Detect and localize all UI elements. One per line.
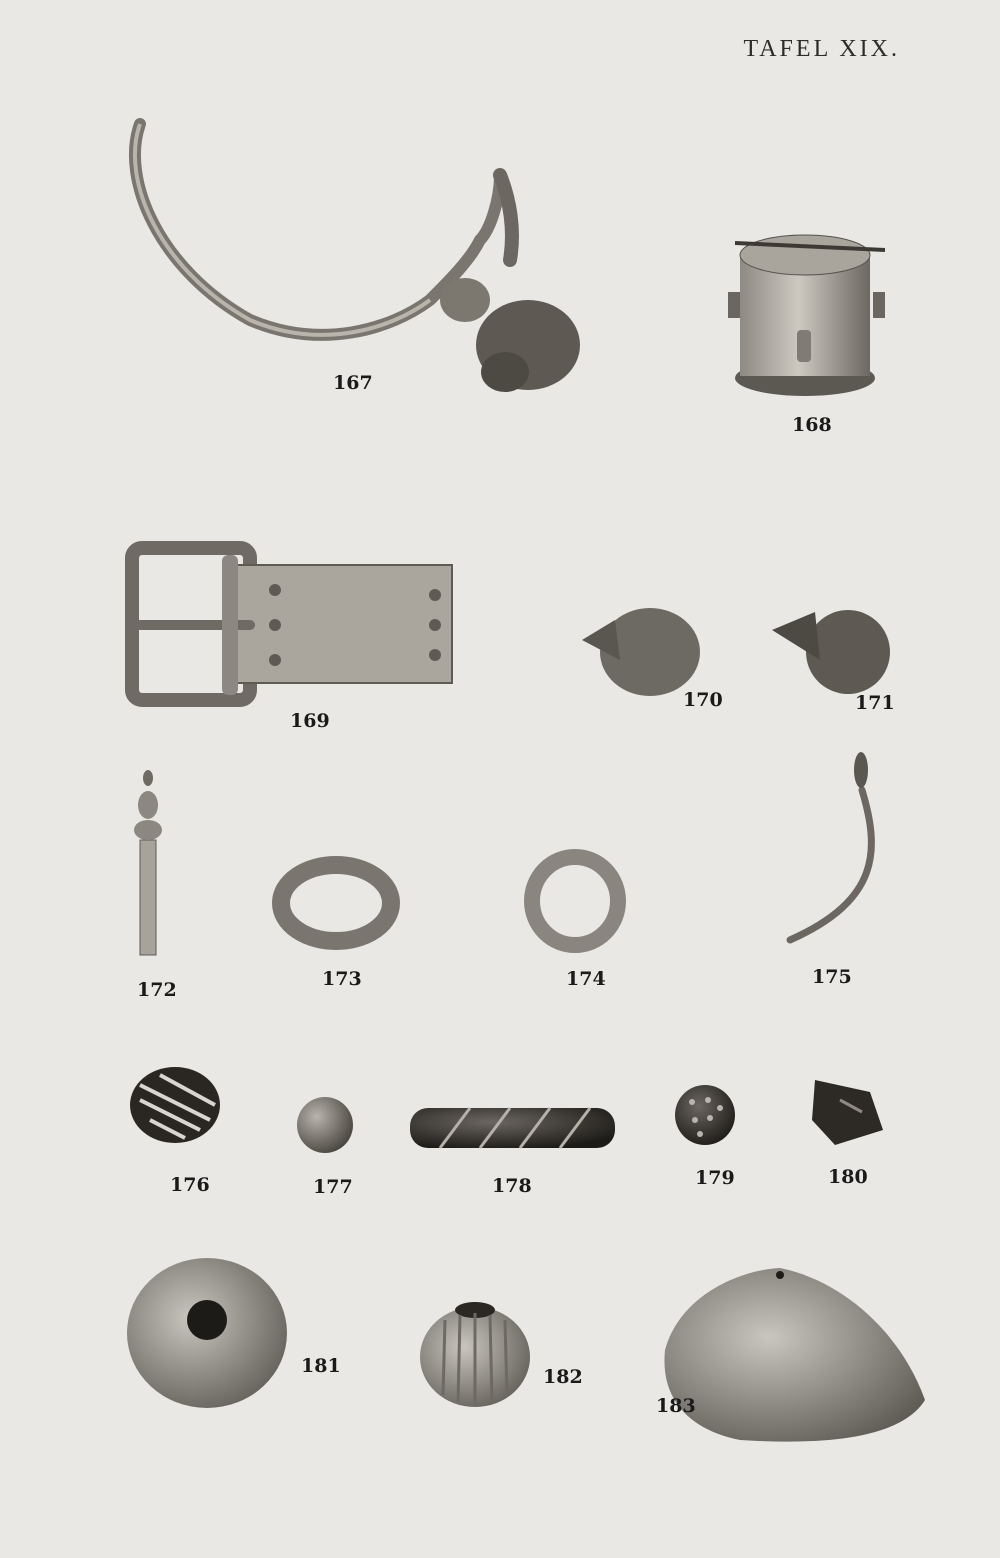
figure-168-illustration <box>728 235 885 396</box>
figure-label-181: 181 <box>301 1355 341 1377</box>
figure-label-179: 179 <box>695 1167 735 1189</box>
figure-175-illustration <box>790 752 871 940</box>
figure-169-illustration <box>132 548 452 700</box>
figure-label-174: 174 <box>566 968 606 990</box>
figure-label-180: 180 <box>828 1166 868 1188</box>
figure-177-illustration <box>297 1097 353 1153</box>
figure-181-illustration <box>127 1258 287 1408</box>
figure-label-171: 171 <box>855 692 895 714</box>
figure-label-183: 183 <box>656 1395 696 1417</box>
figure-173-illustration <box>281 865 391 941</box>
figure-label-170: 170 <box>683 689 723 711</box>
plate-title: TAFEL XIX. <box>743 36 900 62</box>
figure-label-176: 176 <box>170 1174 210 1196</box>
figure-174-illustration <box>532 857 618 945</box>
figure-label-175: 175 <box>812 966 852 988</box>
figure-label-182: 182 <box>543 1366 583 1388</box>
figure-label-168: 168 <box>792 414 832 436</box>
figure-178-illustration <box>410 1108 615 1148</box>
figure-170-illustration <box>582 608 700 696</box>
figure-176-illustration <box>130 1067 220 1143</box>
figure-label-167: 167 <box>333 372 373 394</box>
figure-179-illustration <box>675 1085 735 1145</box>
figure-label-173: 173 <box>322 968 362 990</box>
figure-label-178: 178 <box>492 1175 532 1197</box>
figure-label-169: 169 <box>290 710 330 732</box>
figure-167-illustration <box>135 124 580 392</box>
figure-172-illustration <box>134 770 162 955</box>
figure-183-illustration <box>664 1268 925 1442</box>
figure-label-172: 172 <box>137 979 177 1001</box>
figure-180-illustration <box>812 1080 883 1145</box>
figure-label-177: 177 <box>313 1176 353 1198</box>
figure-171-illustration <box>772 610 890 694</box>
figure-182-illustration <box>420 1302 530 1407</box>
